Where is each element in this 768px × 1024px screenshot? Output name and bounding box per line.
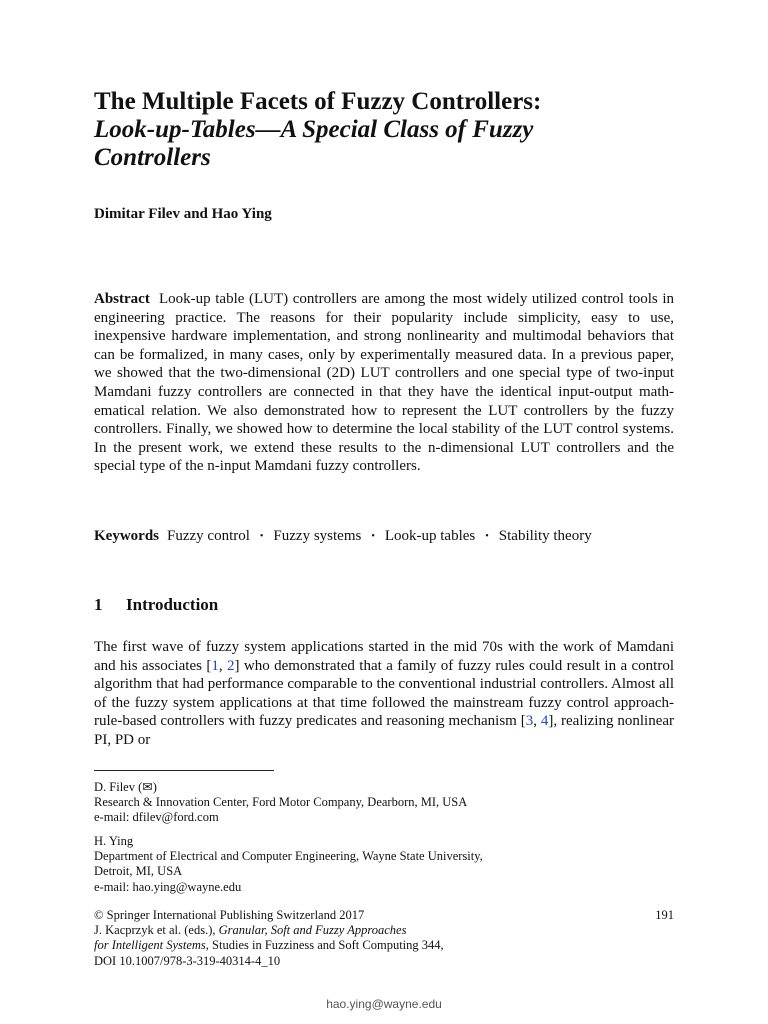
keyword-separator: •	[371, 531, 375, 542]
section-heading	[94, 595, 218, 615]
watermark: hao.ying@wayne.edu	[326, 997, 442, 1011]
keyword-item: Fuzzy control	[167, 528, 250, 544]
keywords	[94, 528, 674, 545]
citation-link[interactable]: 4	[540, 713, 549, 730]
intro-text: ] who demonstrated that a family of fuzzy rules could result in a control algorithm that had performance comparable to the conventional industrial controllers. Almost all of the fuzzy system applications at that time followed the mainstream fuzzy control approach-rule-based controllers with fuzzy predicates and reasoning mechanism [	[94, 657, 675, 730]
series: , Studies in Fuzziness and Soft Computing 344,	[205, 938, 444, 953]
intro-text: ,	[218, 657, 227, 674]
affiliation-org: Research & Innovation Center, Ford Motor Company, Dearborn, MI, USA	[94, 795, 468, 810]
affiliation-name: H. Ying	[94, 834, 134, 848]
affiliation-ying	[94, 834, 674, 895]
keyword-separator: •	[485, 531, 489, 542]
citation-link[interactable]: 1	[211, 657, 219, 674]
intro-text: ], realizing nonlinear PI, PD or	[94, 713, 675, 748]
intro-text: The first wave of fuzzy system applications started in the mid 70s with the work of Mamdani and his associates [	[94, 639, 674, 674]
affiliation-filev	[94, 780, 674, 826]
doi: DOI 10.1007/978-3-319-40314-4_10	[94, 953, 281, 968]
section-number: 1	[94, 595, 103, 614]
keyword-item: Stability theory	[498, 528, 592, 544]
footnote-divider	[94, 770, 274, 771]
page-number: 191	[655, 908, 674, 922]
book-title: for Intelligent Systems	[94, 938, 206, 953]
abstract-text: Look-up table (LUT) controllers are among the most widely utilized control tools in engineering practice. The reasons for their popularity include simplicity, easy to use, inexpensive hardware implementation, and strong nonlinearity and multimodal behaviors that can be formalized, in many cases, only by experimentally measured data. In a previous paper, we showed that the two-dimensional (2D) LUT controllers and one special type of two-input Mamdani fuzzy controllers are connected in that they have the identical input-output mathematical relation. We also demonstrated how to represent the LUT controllers by the fuzzy controllers. Finally, we showed how to determine the local stability of the LUT control systems. In the present work, we extend these results to the n-dimensional LUT controllers and the special type of the n-input Mamdani fuzzy controllers.	[94, 291, 675, 475]
authors: Dimitar Filev and Hao Ying	[94, 206, 272, 222]
keyword-separator: •	[259, 531, 264, 542]
keyword-item: Look-up tables	[384, 528, 476, 544]
keyword-item: Fuzzy systems	[273, 528, 362, 544]
citation-link[interactable]: 2	[226, 657, 235, 674]
paper-title: The Multiple Facets of Fuzzy Controllers:	[94, 88, 542, 115]
keywords-label: Keywords	[94, 528, 159, 544]
paper-subtitle: Look-up-Tables—A Special Class of Fuzzy Controllers	[94, 116, 534, 171]
intro-paragraph	[94, 638, 674, 750]
affiliation-email: e-mail: hao.ying@wayne.edu	[94, 879, 242, 894]
book-citation	[94, 923, 674, 938]
book-citation-cont	[94, 938, 674, 953]
abstract-label: Abstract	[94, 291, 150, 307]
affiliation-location: Detroit, MI, USA	[94, 864, 183, 879]
affiliation-email: e-mail: dfilev@ford.com	[94, 810, 219, 825]
affiliation-name: D. Filev (✉)	[94, 780, 157, 794]
affiliation-org: Department of Electrical and Computer Engineering, Wayne State University,	[94, 849, 483, 864]
intro-text: ,	[533, 713, 541, 730]
citation-link[interactable]: 3	[525, 713, 534, 730]
copyright: © Springer International Publishing Switzerland 2017	[94, 908, 365, 922]
editors: J. Kacprzyk et al. (eds.),	[94, 923, 219, 938]
book-title: Granular, Soft and Fuzzy Approaches	[218, 923, 407, 938]
abstract	[94, 290, 674, 476]
section-title: Introduction	[126, 595, 219, 614]
publication-info	[94, 908, 674, 969]
